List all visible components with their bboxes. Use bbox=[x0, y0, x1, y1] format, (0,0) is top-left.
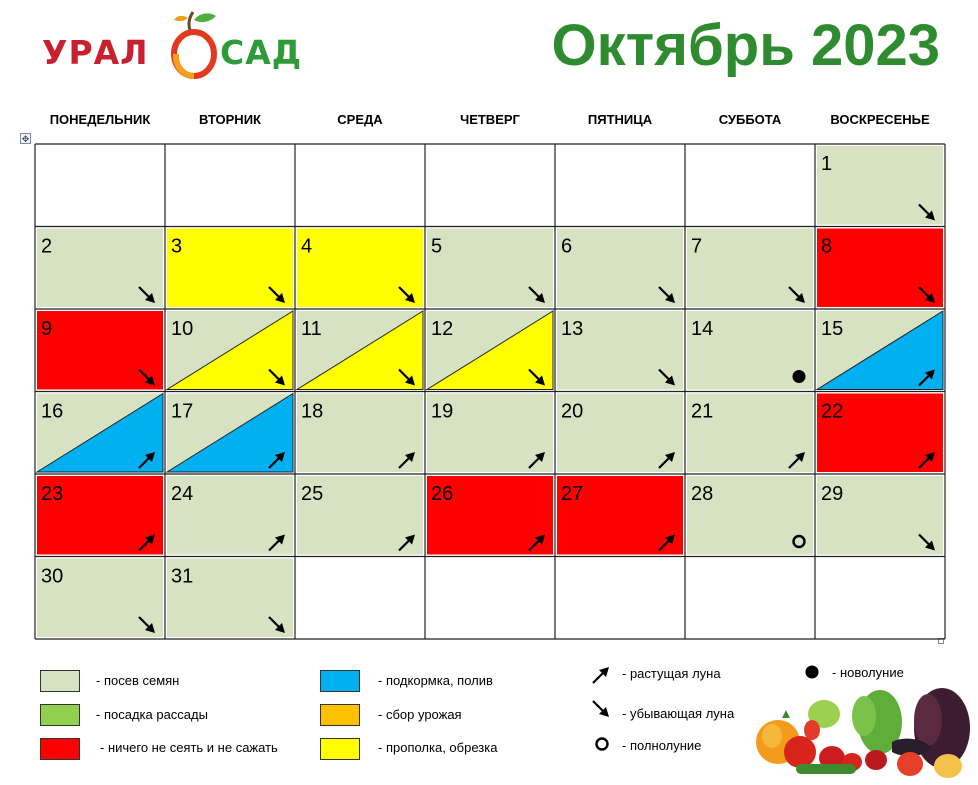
day-number: 20 bbox=[561, 400, 584, 423]
day-number: 22 bbox=[821, 400, 844, 423]
day-number: 3 bbox=[171, 235, 183, 258]
calendar-day-cell bbox=[297, 311, 423, 390]
calendar-day-cell bbox=[297, 394, 423, 473]
day-number: 19 bbox=[431, 400, 454, 423]
legend-label-waxing: - растущая луна bbox=[622, 666, 721, 681]
day-fill bbox=[297, 229, 423, 308]
legend-label-full: - полнолуние bbox=[622, 738, 702, 753]
day-fill bbox=[817, 229, 943, 308]
day-number: 24 bbox=[171, 483, 194, 505]
calendar-day-cell bbox=[427, 394, 553, 473]
day-number: 13 bbox=[561, 318, 584, 340]
table-move-handle[interactable]: ✥ bbox=[21, 134, 30, 144]
day-fill bbox=[167, 229, 293, 308]
hollow-circle-icon bbox=[594, 736, 610, 752]
day-number: 31 bbox=[171, 565, 194, 588]
legend-label-sow: - посев семян bbox=[96, 673, 180, 688]
weekday-monday: ПОНЕДЕЛЬНИК bbox=[49, 112, 151, 127]
legend-label-new: - новолуние bbox=[832, 665, 904, 680]
calendar-day-cell bbox=[687, 394, 813, 473]
calendar-day-cell bbox=[37, 229, 163, 308]
weekday-thursday: ЧЕТВЕРГ bbox=[460, 112, 520, 127]
logo-text-left: УРАЛ bbox=[42, 33, 149, 72]
legend-label-waning: - убывающая луна bbox=[622, 706, 735, 721]
day-number: 2 bbox=[41, 235, 53, 258]
day-number: 16 bbox=[41, 400, 64, 423]
legend-label-seedlings: - посадка рассады bbox=[96, 707, 208, 722]
calendar-day-cell bbox=[167, 394, 293, 473]
day-number: 5 bbox=[431, 235, 443, 258]
day-number: 6 bbox=[561, 235, 573, 258]
weekday-wednesday: СРЕДА bbox=[337, 112, 383, 127]
day-fill bbox=[817, 146, 943, 225]
weekday-sunday: ВОСКРЕСЕНЬЕ bbox=[830, 112, 930, 127]
day-number: 14 bbox=[691, 318, 714, 340]
calendar-day-cell bbox=[427, 476, 553, 555]
day-number: 29 bbox=[821, 483, 844, 505]
legend-swatch-harvest bbox=[320, 704, 360, 726]
day-number: 17 bbox=[171, 400, 194, 423]
day-number: 23 bbox=[41, 483, 64, 505]
calendar-day-cell bbox=[687, 311, 813, 390]
legend-label-feeding: - подкормка, полив bbox=[378, 673, 493, 688]
legend-swatch-nothing bbox=[40, 738, 80, 760]
calendar-day-cell bbox=[37, 559, 163, 638]
calendar-day-cell bbox=[557, 476, 683, 555]
day-number: 15 bbox=[821, 318, 844, 340]
day-number: 18 bbox=[301, 400, 324, 423]
legend-swatch-seedlings bbox=[40, 704, 80, 726]
calendar-day-cell bbox=[817, 146, 943, 225]
calendar-day-cell bbox=[557, 311, 683, 390]
weekday-friday: ПЯТНИЦА bbox=[587, 112, 653, 127]
day-number: 27 bbox=[561, 483, 584, 505]
calendar-day-cell bbox=[427, 229, 553, 308]
weekday-tuesday: ВТОРНИК bbox=[199, 112, 261, 127]
legend-swatch-weeding bbox=[320, 738, 360, 760]
calendar-day-cell bbox=[37, 394, 163, 473]
day-fill bbox=[37, 229, 163, 308]
day-number: 9 bbox=[41, 318, 53, 340]
day-number: 26 bbox=[431, 483, 454, 505]
day-number: 11 bbox=[301, 318, 322, 340]
calendar-day-cell bbox=[817, 476, 943, 555]
calendar-day-cell bbox=[427, 311, 553, 390]
day-fill bbox=[427, 229, 553, 308]
calendar-day-cell bbox=[817, 229, 943, 308]
legend-label-harvest: - сбор урожая bbox=[378, 707, 462, 722]
day-fill bbox=[687, 229, 813, 308]
day-number: 10 bbox=[171, 318, 194, 340]
calendar-day-cell bbox=[37, 311, 163, 390]
day-number: 25 bbox=[301, 483, 324, 505]
logo-text-right: САД bbox=[220, 33, 303, 72]
day-number: 4 bbox=[301, 235, 313, 258]
arrow-up-right-icon bbox=[590, 664, 612, 686]
filled-circle-icon bbox=[793, 370, 806, 383]
calendar-day-cell bbox=[37, 476, 163, 555]
day-number: 8 bbox=[821, 235, 833, 258]
legend-label-weeding: - прополка, обрезка bbox=[378, 740, 498, 755]
calendar-day-cell bbox=[557, 229, 683, 308]
day-number: 12 bbox=[431, 318, 454, 340]
day-number: 21 bbox=[691, 400, 714, 423]
calendar-day-cell bbox=[687, 229, 813, 308]
day-fill bbox=[557, 229, 683, 308]
calendar-day-cell bbox=[167, 476, 293, 555]
day-fill bbox=[37, 311, 163, 390]
day-number: 28 bbox=[691, 483, 714, 505]
calendar-day-cell bbox=[817, 311, 943, 390]
calendar-day-cell bbox=[297, 229, 423, 308]
legend-swatch-sow bbox=[40, 670, 80, 692]
calendar-day-cell bbox=[167, 311, 293, 390]
arrow-down-right-icon bbox=[590, 698, 612, 720]
calendar-day-cell bbox=[687, 476, 813, 555]
legend-swatch-feeding bbox=[320, 670, 360, 692]
calendar-day-cell bbox=[167, 559, 293, 638]
page-title: Октябрь 2023 bbox=[551, 13, 940, 78]
weekday-saturday: СУББОТА bbox=[718, 112, 782, 127]
day-number: 1 bbox=[821, 153, 833, 175]
day-number: 7 bbox=[691, 235, 703, 258]
calendar-day-cell bbox=[167, 229, 293, 308]
vegetables-illustration bbox=[752, 676, 972, 780]
calendar-day-cell bbox=[297, 476, 423, 555]
calendar-day-cell bbox=[557, 394, 683, 473]
legend-label-nothing: - ничего не сеять и не сажать bbox=[100, 740, 278, 755]
day-number: 30 bbox=[41, 565, 64, 588]
calendar-day-cell bbox=[817, 394, 943, 473]
